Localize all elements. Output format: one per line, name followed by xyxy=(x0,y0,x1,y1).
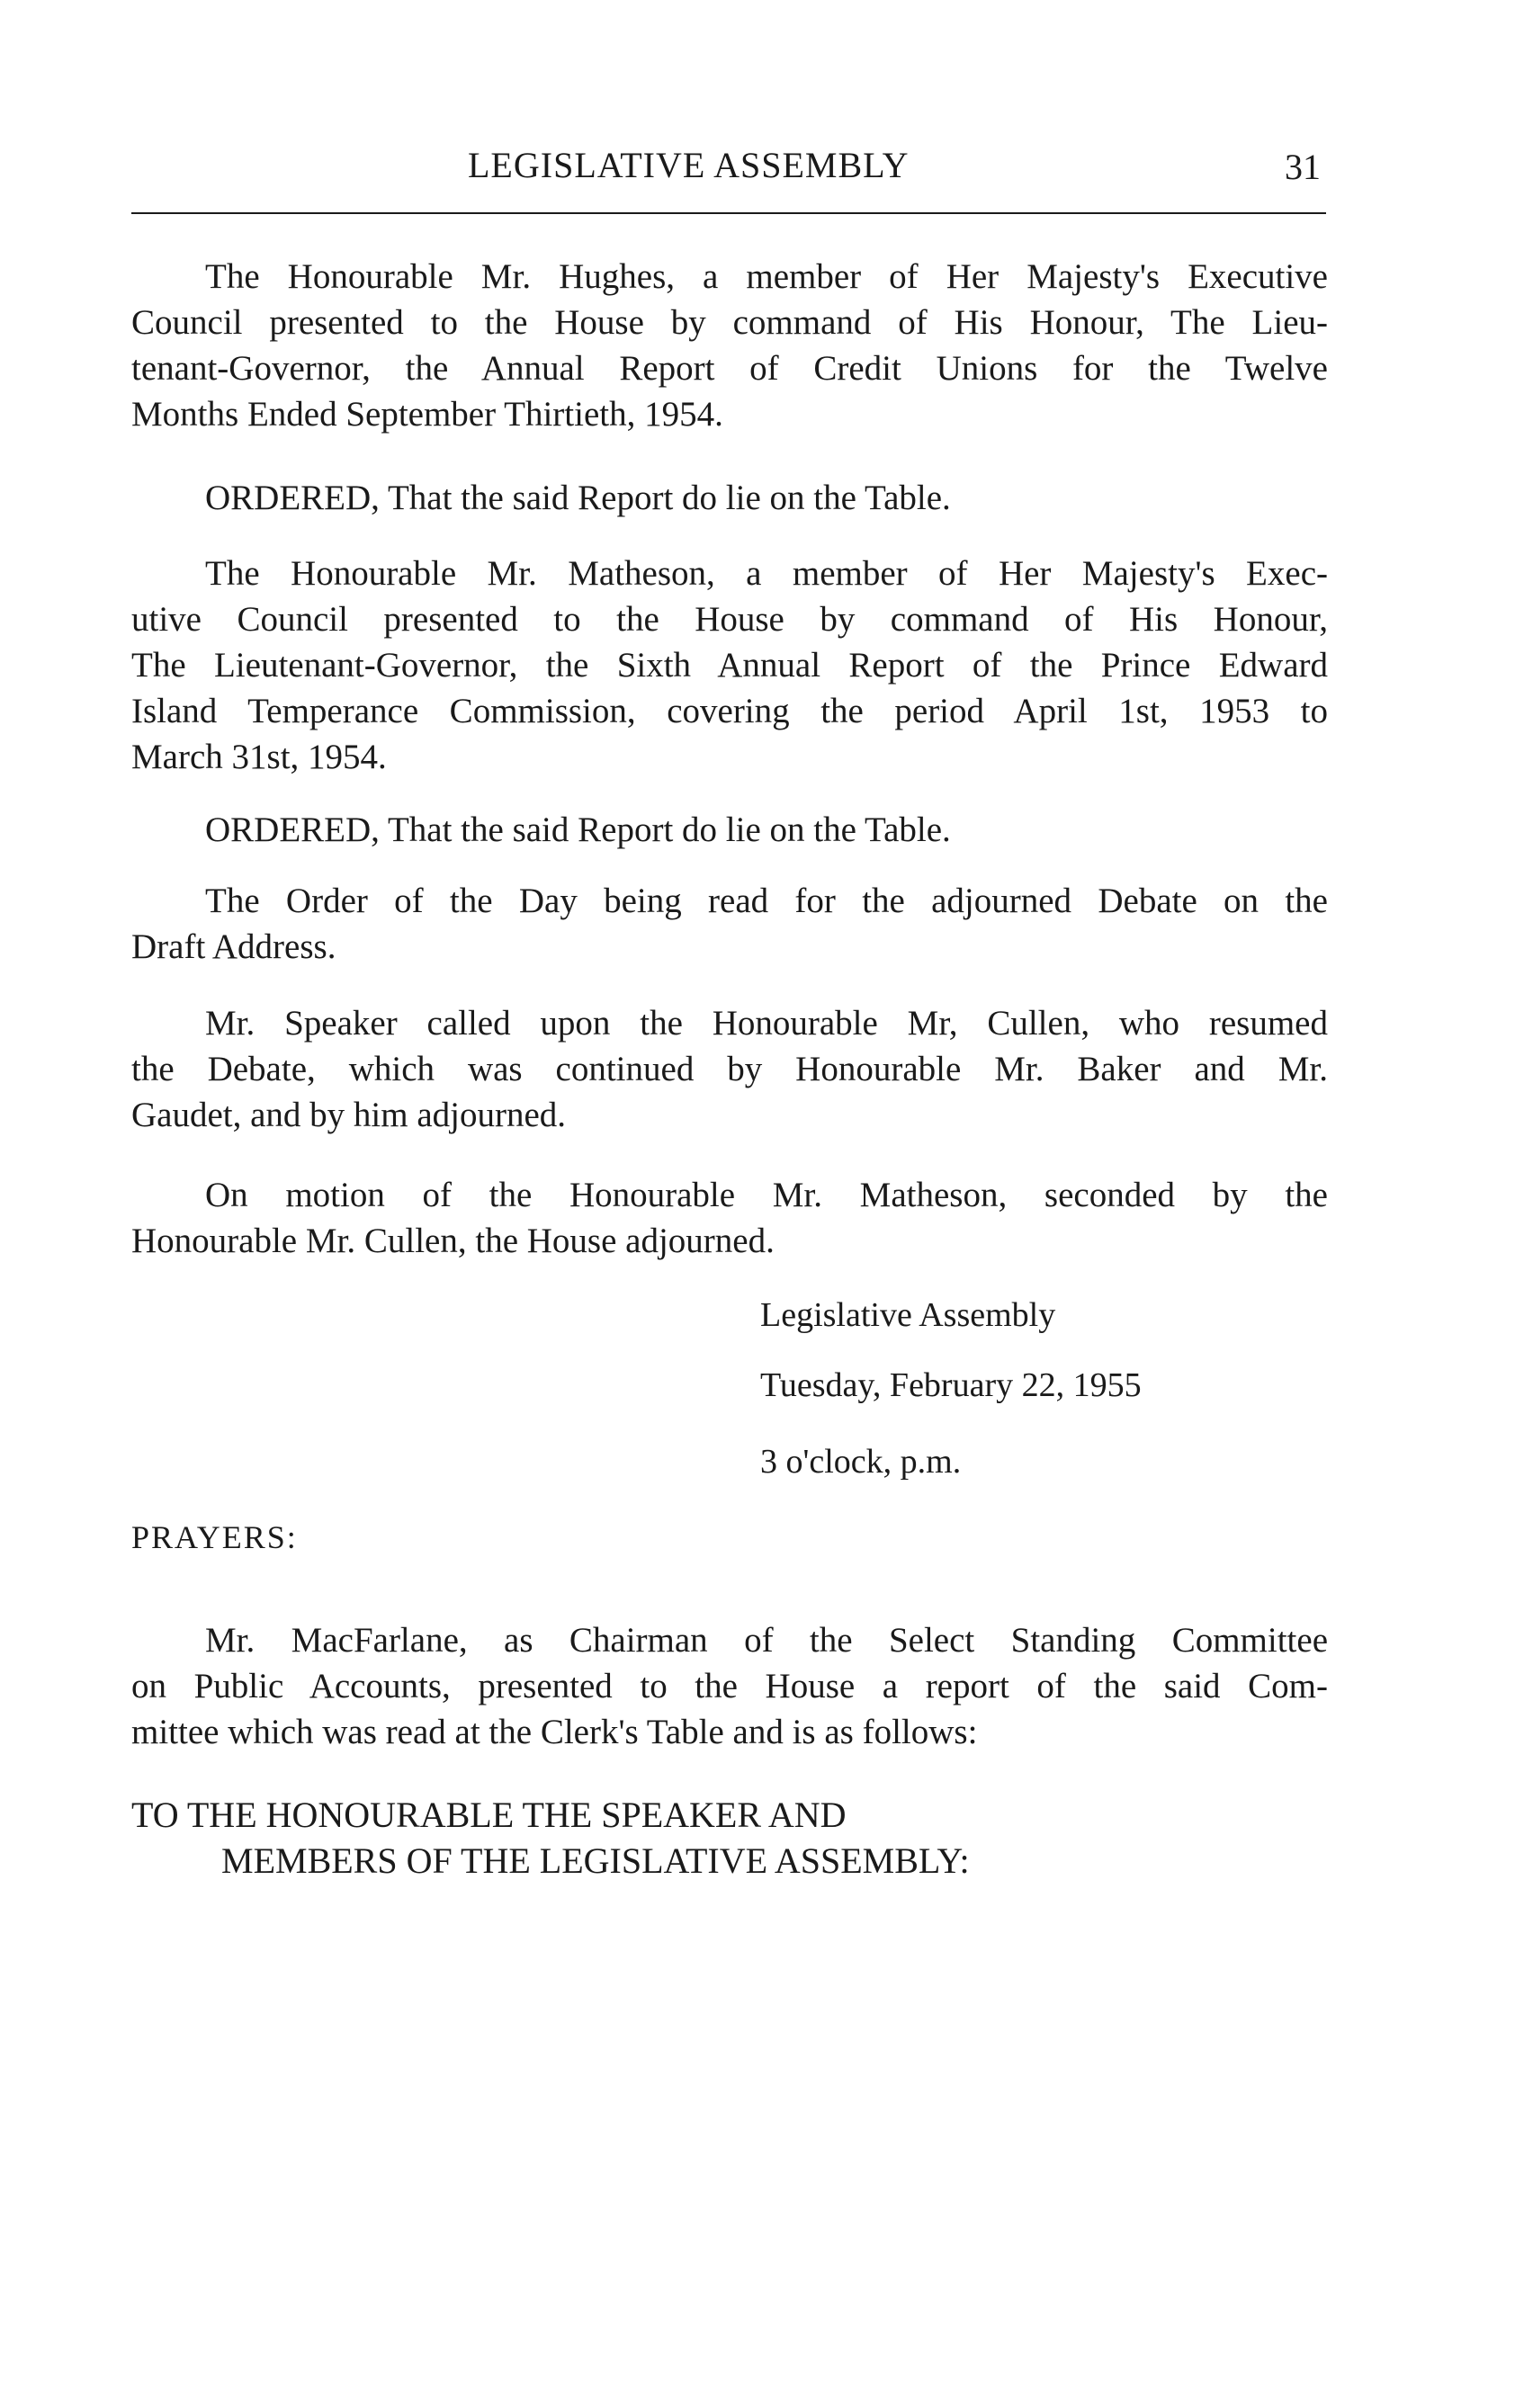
paragraph-line: mittee which was read at the Clerk's Table and is as follows: xyxy=(131,1713,978,1751)
paragraph-ordered-2 xyxy=(131,807,1328,853)
paragraph-order-of-day xyxy=(131,878,1328,970)
paragraph-line: on Public Accounts, presented to the House a report of the said Com- xyxy=(131,1667,1328,1705)
address-line-1: TO THE HONOURABLE THE SPEAKER AND xyxy=(131,1795,847,1835)
paragraph-line: the Debate, which was continued by Honourable Mr. Baker and Mr. xyxy=(131,1050,1328,1088)
paragraph-line: Mr. Speaker called upon the Honourable Mr, Cullen, who resumed xyxy=(205,1004,1328,1043)
paragraph-line: Draft Address. xyxy=(131,927,336,966)
paragraph-line: Gaudet, and by him adjourned. xyxy=(131,1096,567,1134)
sitting-place: Legislative Assembly xyxy=(760,1296,1056,1334)
page-number: 31 xyxy=(1285,147,1321,187)
sitting-time: 3 o'clock, p.m. xyxy=(760,1443,962,1481)
paragraph-line: The Order of the Day being read for the adjourned Debate on the xyxy=(205,882,1328,920)
paragraph-line: utive Council presented to the House by command of His Honour, xyxy=(131,600,1328,639)
address-heading xyxy=(131,1792,970,1884)
paragraph-line: Island Temperance Commission, covering the period April 1st, 1953 to xyxy=(131,692,1328,730)
sitting-date: Tuesday, February 22, 1955 xyxy=(760,1366,1142,1404)
paragraph-line: Council presented to the House by command of His Honour, The Lieu- xyxy=(131,303,1328,342)
paragraph-line: The Lieutenant-Governor, the Sixth Annual Report of the Prince Edward xyxy=(131,646,1328,685)
paragraph-line: The Honourable Mr. Matheson, a member of Her Majesty's Exec- xyxy=(205,554,1328,593)
paragraph-line: tenant-Governor, the Annual Report of Credit Unions for the Twelve xyxy=(131,349,1328,388)
running-title: LEGISLATIVE ASSEMBLY xyxy=(468,145,910,185)
paragraph-committee-report xyxy=(131,1617,1328,1755)
paragraph-line: Honourable Mr. Cullen, the House adjourned. xyxy=(131,1222,775,1260)
paragraph-line: March 31st, 1954. xyxy=(131,738,387,776)
paragraph-line: Mr. MacFarlane, as Chairman of the Select Standing Committee xyxy=(205,1621,1328,1660)
paragraph-line: Months Ended September Thirtieth, 1954. xyxy=(131,395,723,434)
paragraph-speaker-debate xyxy=(131,1000,1328,1138)
paragraph-line: ORDERED, That the said Report do lie on the Table. xyxy=(205,810,951,849)
paragraph-line: The Honourable Mr. Hughes, a member of Her Majesty's Executive xyxy=(205,257,1328,296)
paragraph-hughes-report xyxy=(131,254,1328,437)
paragraph-line: On motion of the Honourable Mr. Matheson, seconded by the xyxy=(205,1176,1328,1214)
paragraph-ordered-1 xyxy=(131,475,1328,521)
paragraph-adjournment xyxy=(131,1172,1328,1264)
header-rule xyxy=(131,212,1326,214)
address-line-2: MEMBERS OF THE LEGISLATIVE ASSEMBLY: xyxy=(221,1840,970,1881)
paragraph-line: ORDERED, That the said Report do lie on the Table. xyxy=(205,479,951,517)
paragraph-matheson-report xyxy=(131,551,1328,780)
prayers-heading: PRAYERS: xyxy=(131,1519,298,1555)
